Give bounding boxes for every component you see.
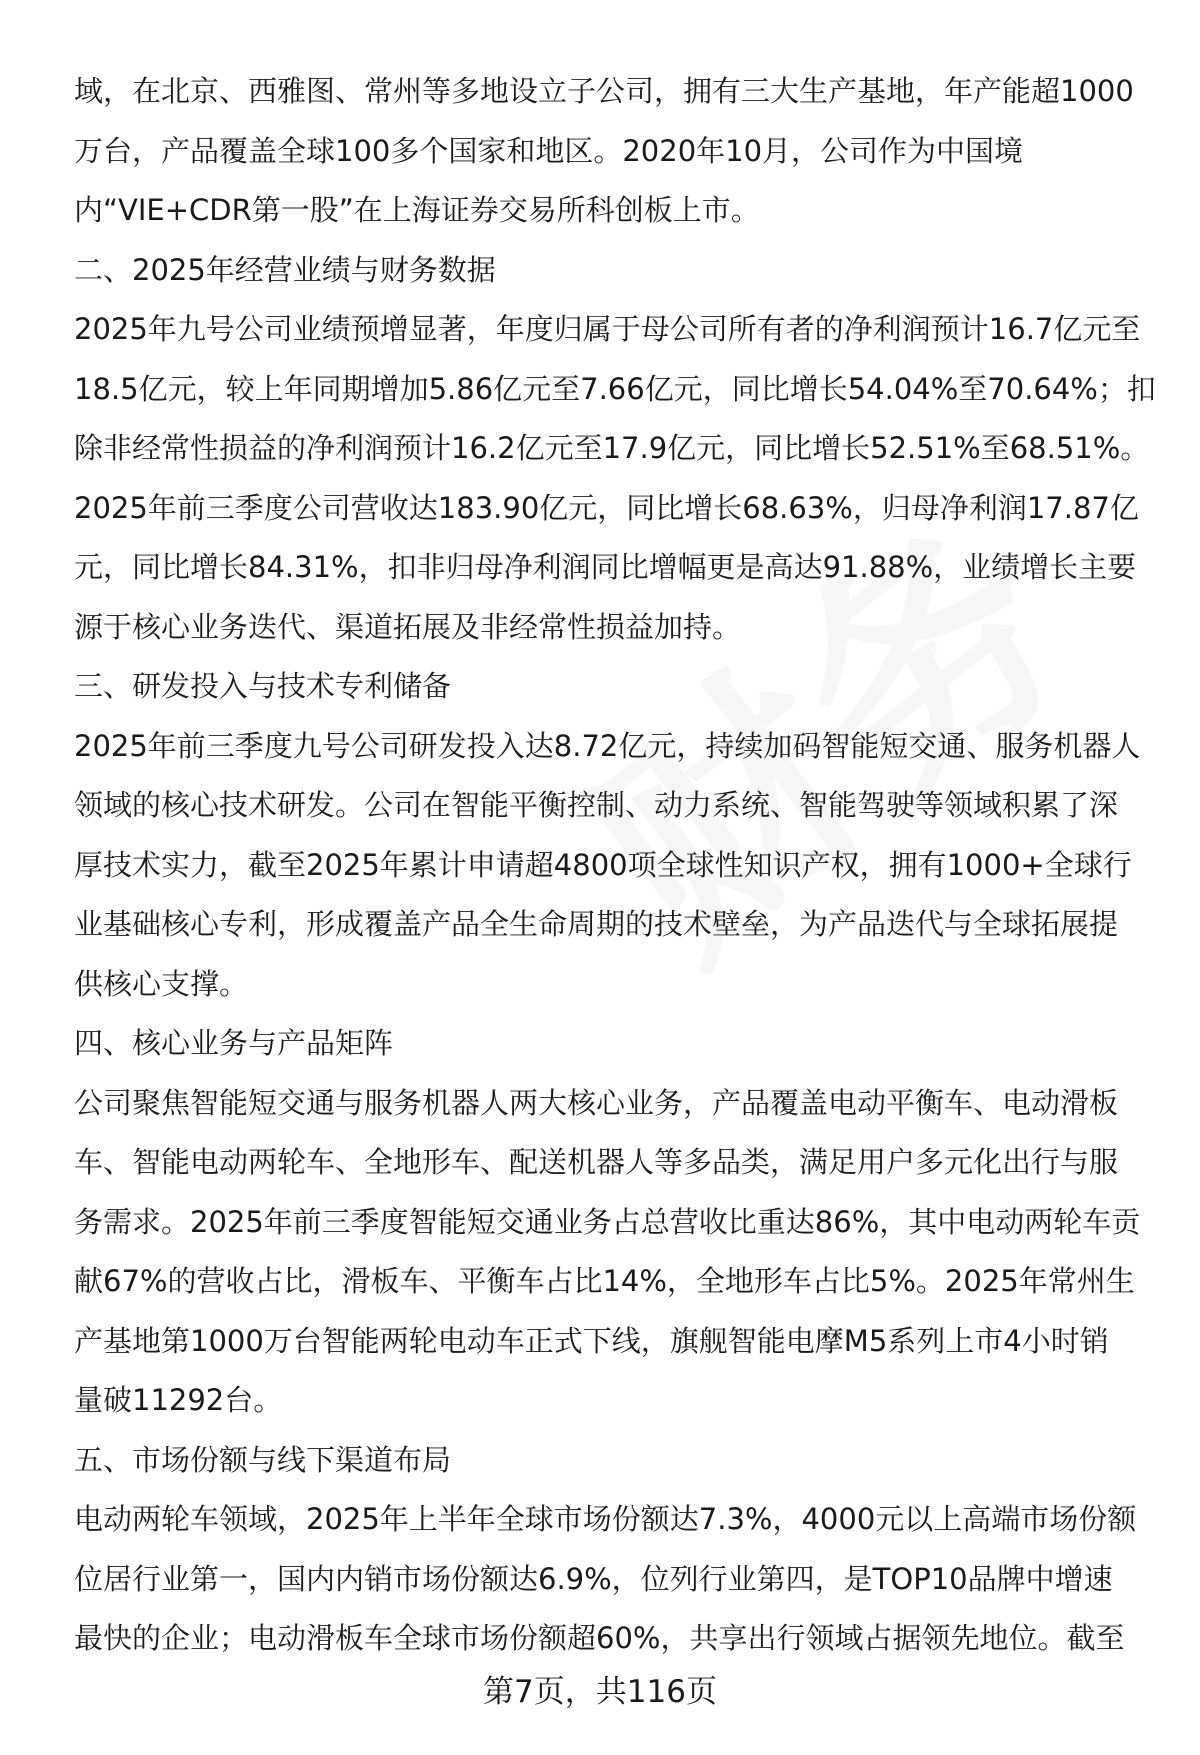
text-line: 18.5亿元，较上年同期增加5.86亿元至7.66亿元，同比增长54.04%至70.64%；扣 [74, 371, 1156, 406]
section-heading-4: 四、核心业务与产品矩阵 [74, 1026, 394, 1060]
text-line: 务需求。2025年前三季度智能短交通业务占总营收比重达86%，其中电动两轮车贡 [74, 1204, 1141, 1239]
text-line: 公司聚焦智能短交通与服务机器人两大核心业务，产品覆盖电动平衡车、电动滑板 [74, 1085, 1119, 1120]
document-body [74, 62, 1154, 1669]
section-heading-2: 二、2025年经营业绩与财务数据 [74, 252, 496, 287]
text-line: 献67%的营收占比，滑板车、平衡车占比14%，全地形车占比5%。2025年常州生 [74, 1264, 1135, 1298]
text-line: 万台，产品覆盖全球100多个国家和地区。2020年10月，公司作为中国境 [74, 133, 1024, 168]
text-line: 2025年前三季度公司营收达183.90亿元，同比增长68.63%，归母净利润17.87亿 [74, 490, 1139, 525]
text-line: 2025年九号公司业绩预增显著，年度归属于母公司所有者的净利润预计16.7亿元至 [74, 312, 1141, 346]
text-line: 位居行业第一，国内内销市场份额达6.9%，位列行业第四，是TOP10品牌中增速 [74, 1561, 1113, 1596]
text-line: 领域的核心技术研发。公司在智能平衡控制、动力系统、智能驾驶等领域积累了深 [74, 788, 1119, 822]
text-line: 内“VIE+CDR第一股”在上海证券交易所科创板上市。 [74, 193, 760, 227]
text-line: 最快的企业；电动滑板车全球市场份额超60%，共享出行领域占据领先地位。截至 [74, 1621, 1125, 1655]
section-heading-5: 五、市场份额与线下渠道布局 [74, 1442, 452, 1477]
text-line: 域，在北京、西雅图、常州等多地设立子公司，拥有三大生产基地，年产能超1000 [74, 74, 1134, 108]
text-line: 产基地第1000万台智能两轮电动车正式下线，旗舰智能电摩M5系列上市4小时销 [74, 1323, 1109, 1358]
text-line: 电动两轮车领域，2025年上半年全球市场份额达7.3%，4000元以上高端市场份额 [74, 1502, 1137, 1536]
text-line: 业基础核心专利，形成覆盖产品全生命周期的技术壁垒，为产品迭代与全球拓展提 [74, 907, 1119, 941]
text-line: 厚技术实力，截至2025年累计申请超4800项全球性知识产权，拥有1000+全球行 [74, 847, 1132, 882]
text-line: 量破11292台。 [74, 1383, 283, 1417]
section-heading-3: 三、研发投入与技术专利储备 [74, 669, 452, 703]
text-line: 源于核心业务迭代、渠道拓展及非经常性损益加持。 [74, 609, 742, 644]
text-block [74, 62, 1154, 1669]
text-line: 2025年前三季度九号公司研发投入达8.72亿元，持续加码智能短交通、服务机器人 [74, 728, 1141, 763]
text-line: 车、智能电动两轮车、全地形车、配送机器人等多品类，满足用户多元化出行与服 [74, 1145, 1119, 1179]
page-number: 第7页，共116页 [483, 1674, 717, 1710]
text-line: 供核心支撑。 [74, 966, 249, 1001]
text-line: 元，同比增长84.31%，扣非归母净利润同比增幅更是高达91.88%，业绩增长主要 [74, 550, 1137, 584]
text-line: 除非经常性损益的净利润预计16.2亿元至17.9亿元，同比增长52.51%至68.51%。 [74, 431, 1150, 465]
